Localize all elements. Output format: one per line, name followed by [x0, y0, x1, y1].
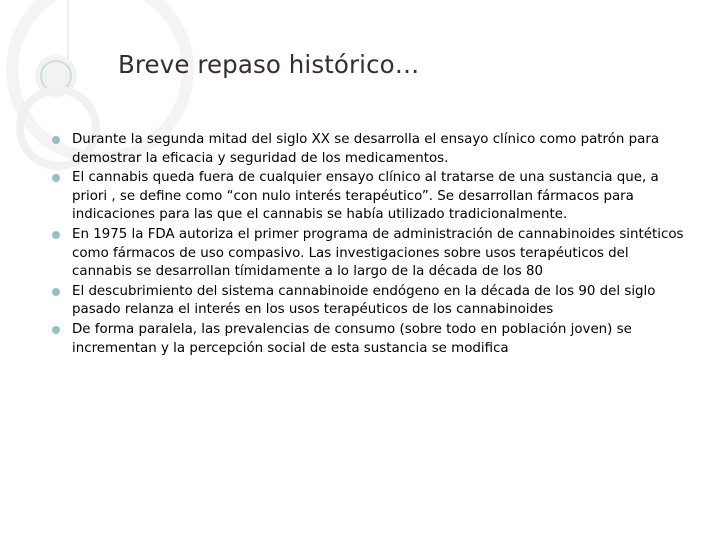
- bullet-text: Durante la segunda mitad del siglo XX se desarrolla el ensayo clínico como patrón para demostrar la eficacia y seguridad de los medicamentos.: [72, 132, 660, 166]
- bullet-text: El cannabis queda fuera de cualquier ensayo clínico al tratarse de una sustancia que, a priori , se define como “con nulo interés terapéutico”. Se desarrollan fármacos para indicaciones para las que el cannabis se había utilizado tradicionalmente.: [72, 170, 659, 223]
- bullet-list: [52, 131, 692, 359]
- bullet-text: De forma paralela, las prevalencias de consumo (sobre todo en población joven) se incrementan y la percepción social de esta sustancia se modifica: [72, 321, 632, 356]
- bullet-item: [52, 226, 692, 282]
- bullet-dot-icon: [52, 288, 60, 296]
- bullet-item: [52, 169, 692, 225]
- bullet-item: [52, 321, 692, 358]
- bullet-dot-icon: [52, 231, 60, 239]
- bullet-dot-icon: [52, 136, 60, 144]
- bullet-item: [52, 131, 692, 168]
- bullet-text: En 1975 la FDA autoriza el primer programa de administración de cannabinoides sintéticos como fármacos de uso compasivo. Las investigaciones sobre usos terapéuticos del cannabis se desarrollan tímidamente a lo largo de la década de los 80: [72, 226, 684, 280]
- slide-title: Breve repaso histórico…: [118, 50, 420, 79]
- bullet-item: [52, 283, 692, 320]
- bullet-dot-icon: [52, 326, 60, 334]
- bullet-dot-icon: [52, 174, 60, 182]
- bullet-text: El descubrimiento del sistema cannabinoide endógeno en la década de los 90 del siglo pasado relanza el interés en los usos terapéuticos de los cannabinoides: [72, 283, 656, 318]
